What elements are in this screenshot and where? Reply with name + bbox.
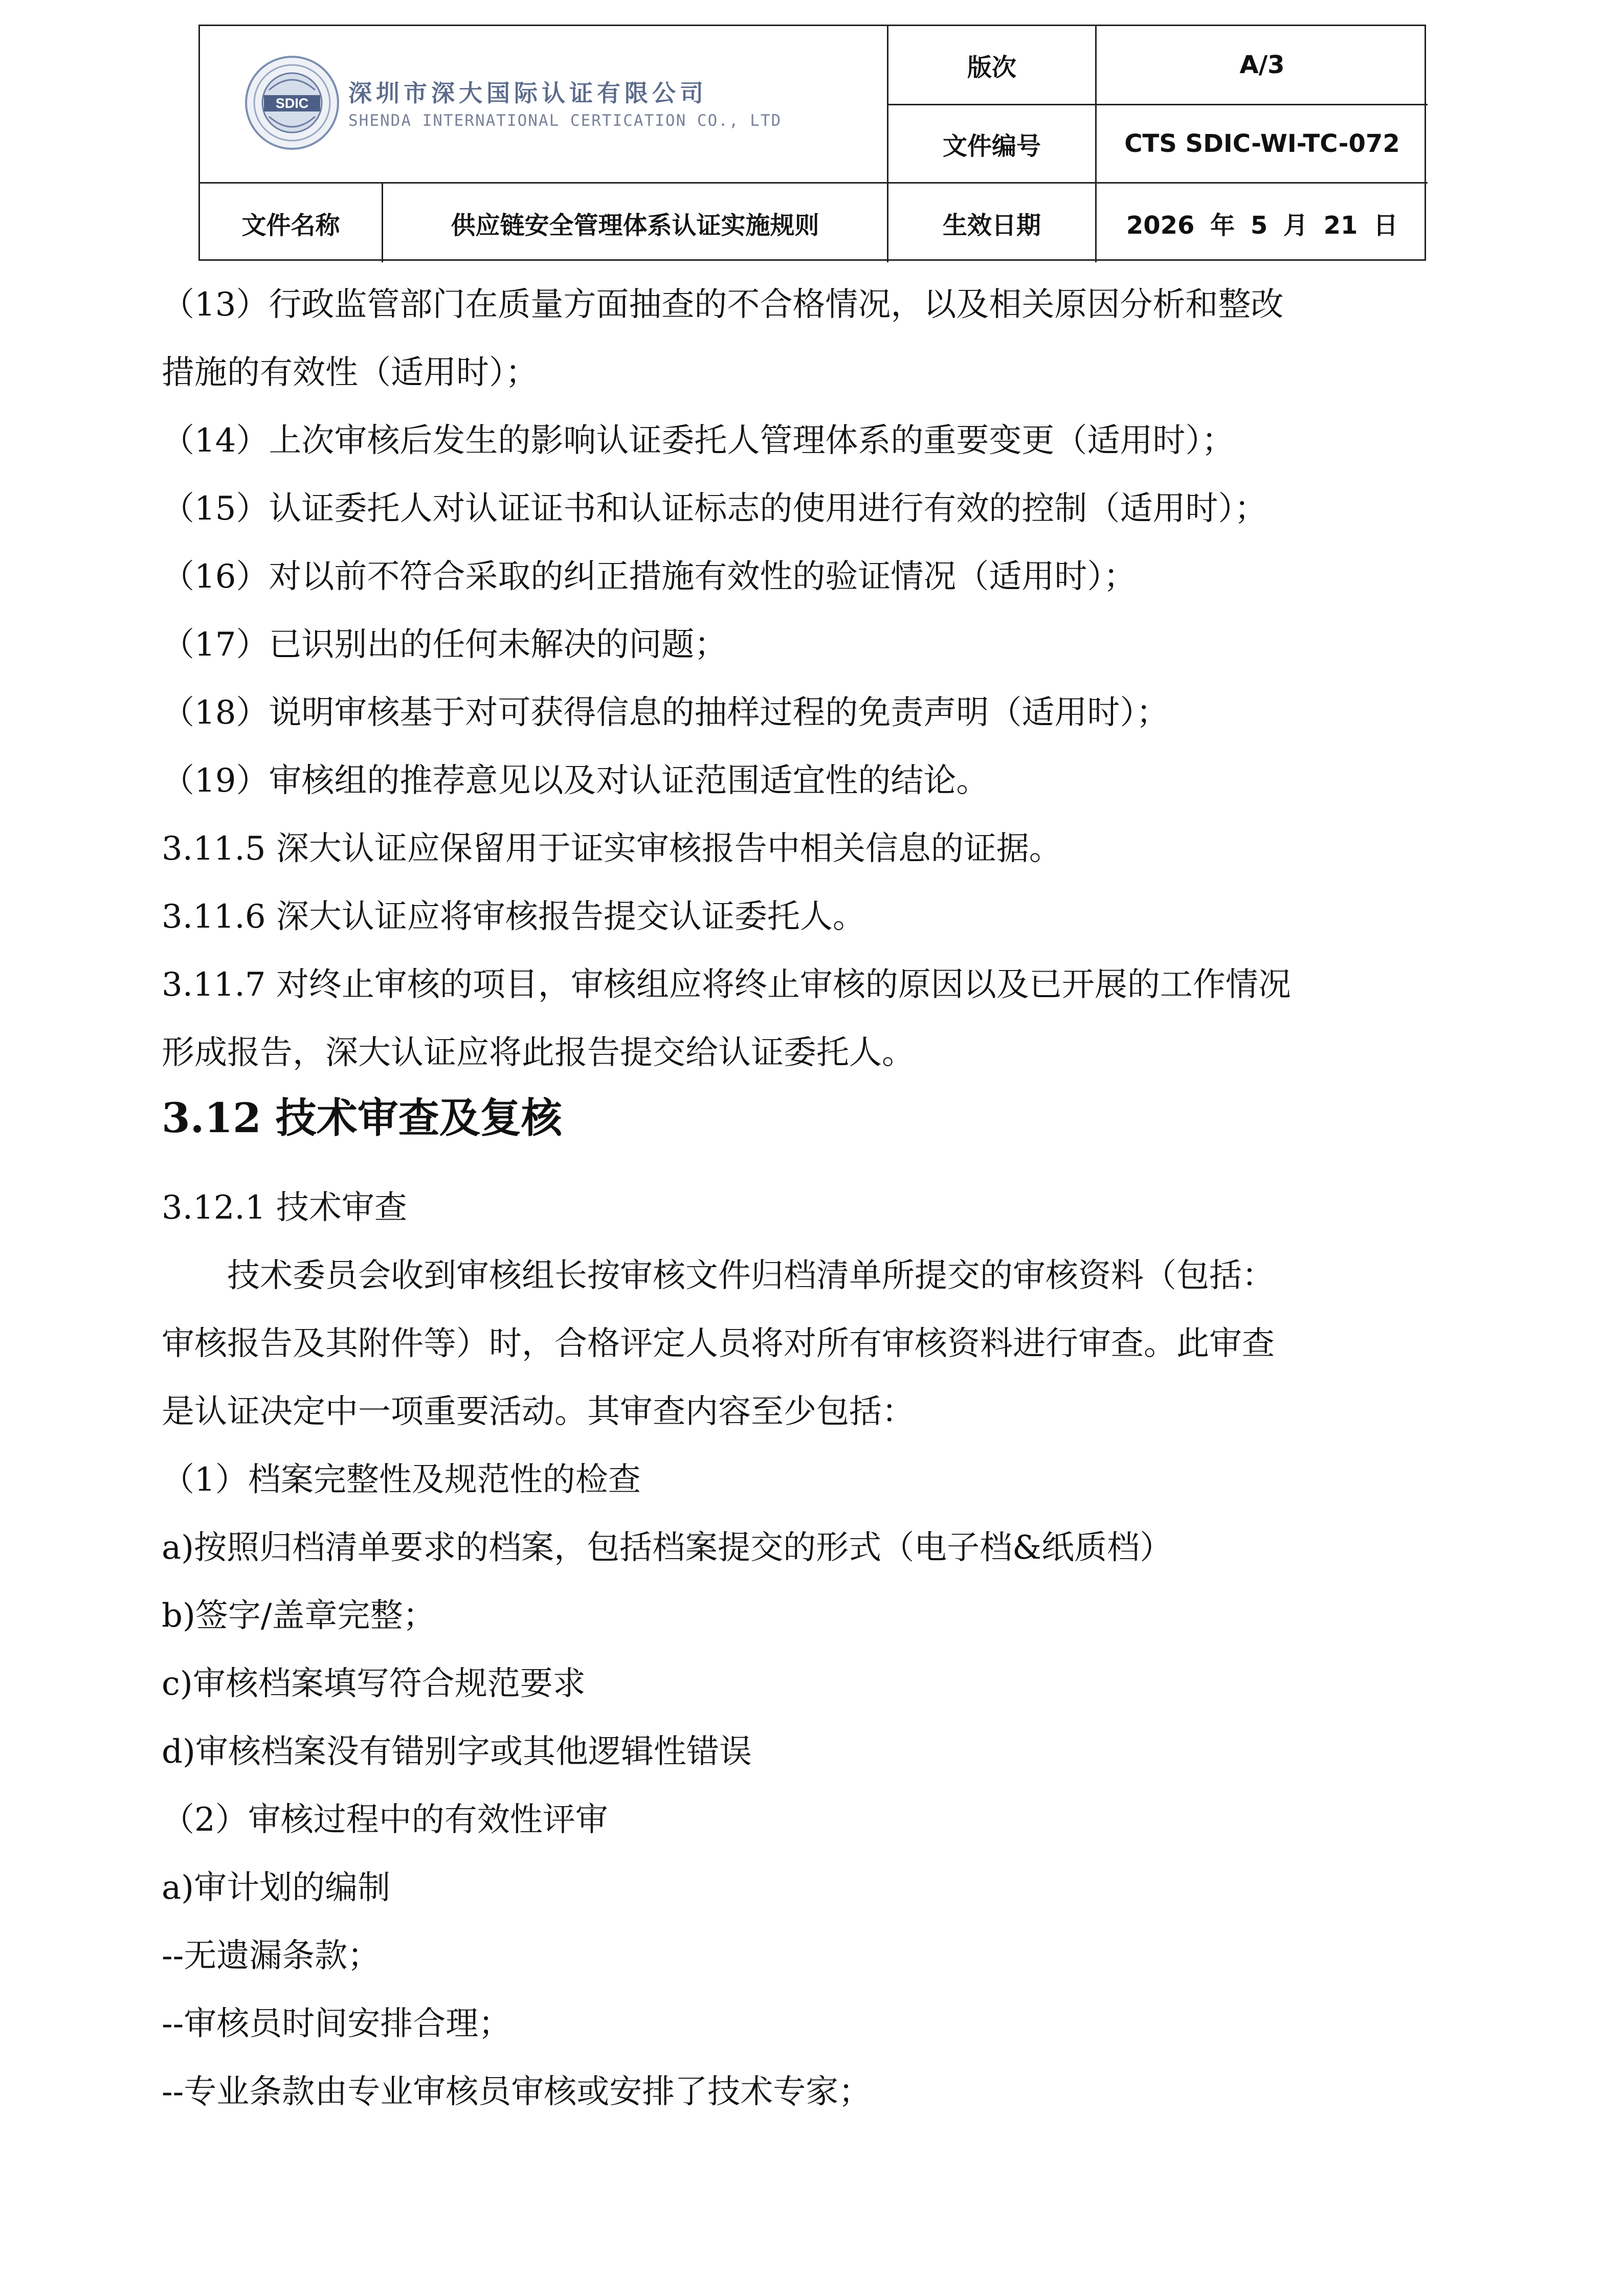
- paragraph-line: 是认证决定中一项重要活动。其审查内容至少包括：: [162, 1393, 915, 1431]
- list-item: （1）档案完整性及规范性的检查: [162, 1461, 641, 1499]
- sub-heading: 3.12.1 技术审查: [162, 1189, 407, 1227]
- text-line: 措施的有效性（适用时）；: [162, 354, 538, 392]
- list-item: a)按照归档清单要求的档案，包括档案提交的形式（电子档&纸质档）: [162, 1529, 1173, 1567]
- effective-date-value: 2026 年 5 月 21 日: [1126, 211, 1398, 240]
- list-item: （2）审核过程中的有效性评审: [162, 1801, 608, 1839]
- doc-number-label: 文件编号: [942, 131, 1041, 161]
- text-line: （14）上次审核后发生的影响认证委托人管理体系的重要变更（适用时）；: [162, 422, 1235, 460]
- text-line: 3.11.5 深大认证应保留用于证实审核报告中相关信息的证据。: [162, 830, 1062, 868]
- company-name-cn: 深圳市深大国际认证有限公司: [348, 79, 707, 107]
- text-line: 形成报告，深大认证应将此报告提交给认证委托人。: [162, 1034, 915, 1072]
- doc-number-value: CTS SDIC-WI-TC-072: [1124, 129, 1400, 158]
- doc-name-value: 供应链安全管理体系认证实施规则: [451, 211, 819, 240]
- text-line: （15）认证委托人对认证证书和认证标志的使用进行有效的控制（适用时）；: [162, 490, 1267, 528]
- document-body: [162, 271, 1492, 2126]
- text-line: （17）已识别出的任何未解决的问题；: [162, 626, 727, 664]
- version-label: 版次: [967, 53, 1016, 82]
- list-item: --审核员时间安排合理；: [162, 2005, 511, 2043]
- section-heading: 3.12 技术审查及复核: [162, 1094, 562, 1142]
- text-line: （16）对以前不符合采取的纠正措施有效性的验证情况（适用时）；: [162, 558, 1137, 596]
- paragraph-line: 技术委员会收到审核组长按审核文件归档清单所提交的审核资料（包括：: [227, 1257, 1275, 1295]
- text-line: 3.11.6 深大认证应将审核报告提交认证委托人。: [162, 898, 865, 936]
- company-logo: [243, 54, 908, 172]
- list-item: a)审计划的编制: [162, 1869, 391, 1907]
- text-line: （18）说明审核基于对可获得信息的抽样过程的免责声明（适用时）；: [162, 694, 1169, 732]
- doc-name-label: 文件名称: [241, 211, 340, 240]
- company-name-en: SHENDA INTERNATIONAL CERTICATION CO., LTD: [348, 111, 782, 130]
- list-item: --无遗漏条款；: [162, 1937, 381, 1975]
- text-line: （13）行政监管部门在质量方面抽查的不合格情况，以及相关原因分析和整改: [162, 286, 1284, 324]
- paragraph-line: 审核报告及其附件等）时，合格评定人员将对所有审核资料进行审查。此审查: [162, 1325, 1275, 1363]
- list-item: d)审核档案没有错别字或其他逻辑性错误: [162, 1733, 752, 1771]
- text-line: （19）审核组的推荐意见以及对认证范围适宜性的结论。: [162, 762, 989, 800]
- list-item: b)签字/盖章完整；: [162, 1597, 436, 1635]
- list-item: c)审核档案填写符合规范要求: [162, 1665, 586, 1703]
- company-seal-icon: [243, 54, 341, 151]
- list-item: --专业条款由专业审核员审核或安排了技术专家；: [162, 2073, 872, 2111]
- svg-text:SDIC: SDIC: [275, 96, 309, 111]
- text-line: 3.11.7 对终止审核的项目，审核组应将终止审核的原因以及已开展的工作情况: [162, 966, 1291, 1004]
- version-value: A/3: [1239, 51, 1285, 79]
- effective-date-label: 生效日期: [942, 211, 1041, 240]
- header-table: [198, 25, 1426, 261]
